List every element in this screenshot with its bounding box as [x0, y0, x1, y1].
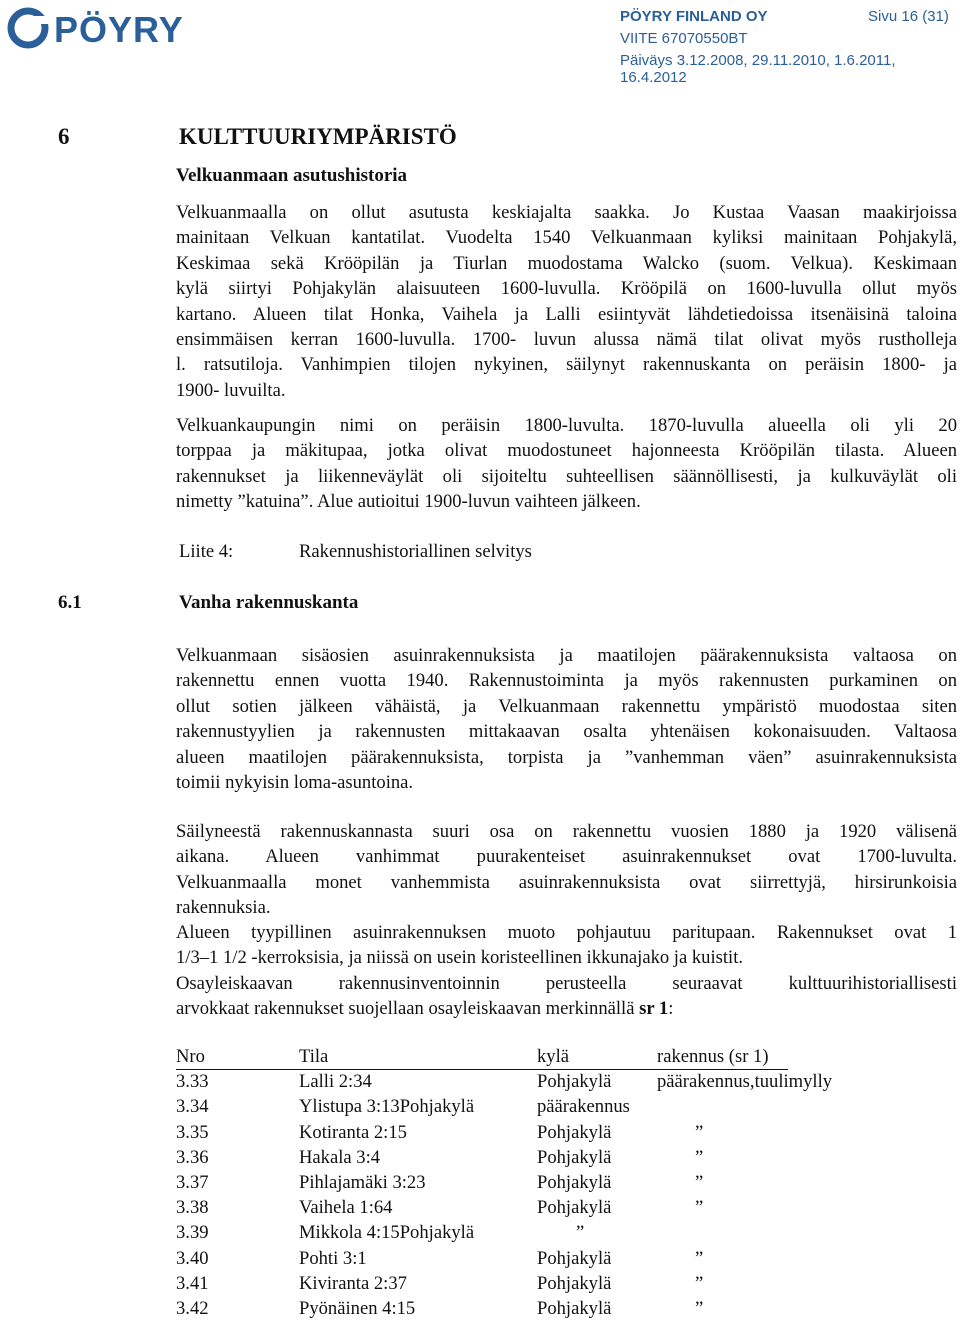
paragraph-typical-form — [176, 920, 957, 971]
table-row — [176, 1273, 876, 1298]
cell-rakennus: ” — [695, 1272, 704, 1294]
table-row — [176, 1222, 876, 1247]
text-line: kartano. Alueen tilat Honka, Vaihela ja Lalli esiintyvät lähdetiedoissa itsenäisinä taloina — [176, 303, 957, 325]
cell-rakennus: ” — [695, 1121, 704, 1143]
cell-kyla: Pohjakylä — [537, 1121, 612, 1143]
text-line: Alueen tyypillinen asuinrakennuksen muoto pohjautuu paritupaan. Rakennukset ovat 1 — [176, 922, 957, 943]
text-line: torppaa ja mäkitupaa, jotka olivat muodostuneet hajonneesta Krööpilän tilasta. Alueen — [176, 440, 957, 462]
cell-tila: Pihlajamäki 3:23 — [299, 1171, 426, 1193]
cell-tila: Mikkola 4:15Pohjakylä — [299, 1222, 475, 1244]
cell-nro: 3.33 — [176, 1071, 209, 1093]
text-line: alueen maatilojen päärakennuksista, torpista ja ”vanhemman väen” asuinrakennuksista — [176, 746, 957, 768]
paragraph-preserved — [176, 819, 957, 921]
cell-nro: 3.40 — [176, 1247, 209, 1269]
table-row — [176, 1096, 876, 1121]
cell-nro: 3.37 — [176, 1171, 209, 1193]
paragraph-history — [176, 200, 957, 403]
cell-rakennus: päärakennus — [537, 1096, 630, 1118]
document-dates: Päiväys 3.12.2008, 29.11.2010, 1.6.2011, — [620, 52, 896, 69]
cell-tila: Vaihela 1:64 — [299, 1197, 393, 1219]
table-row — [176, 1172, 876, 1197]
text-line: Velkuanmaalla monet vanhemmista asuinrakennuksista ovat siirrettyjä, hirsirunkoisia — [176, 871, 957, 893]
table-row — [176, 1071, 876, 1096]
text-fragment: : — [668, 998, 674, 1020]
table-header-underline — [176, 1069, 788, 1070]
text-line: Velkuanmaan sisäosien asuinrakennuksista ja maatilojen päärakennuksista valtaosa on — [176, 645, 957, 666]
section-number: 6 — [58, 124, 70, 149]
text-line: 1/3–1 1/2 -kerroksisia, ja niissä on usein koristeellinen ikkunajako ja kuistit. — [176, 947, 744, 969]
text-line: rakennukset ja liikenneväylät oli sijoiteltu suhteellisen säännöllisesti, ja kulkuväylät oli — [176, 465, 957, 487]
section-title: Vanha rakennuskanta — [179, 592, 359, 613]
appendix-label: Liite 4: — [179, 541, 234, 562]
page-number: Sivu 16 (31) — [868, 8, 949, 25]
cell-rakennus: ” — [695, 1171, 704, 1193]
text-line: rakennuksia. — [176, 897, 271, 919]
poyry-logo — [6, 6, 246, 50]
cell-tila: Ylistupa 3:13Pohjakylä — [299, 1096, 475, 1118]
text-line — [176, 996, 957, 1021]
text-line: Säilyneestä rakennuskannasta suuri osa on rakennettu vuosien 1880 ja 1920 välisenä — [176, 821, 957, 842]
text-line: mainitaan Velkuan kantatilat. Vuodelta 1540 Velkuanmaan kyliksi mainitaan Pohjakylä, — [176, 227, 957, 249]
table-row — [176, 1248, 876, 1273]
cell-nro: 3.36 — [176, 1146, 209, 1168]
column-header-tila: Tila — [299, 1046, 329, 1067]
cell-tila: Pohti 3:1 — [299, 1247, 367, 1269]
cell-kyla: Pohjakylä — [537, 1272, 612, 1294]
table-row — [176, 1298, 876, 1323]
text-line: Keskimaa sekä Krööpilän ja Tiurlan muodostama Walcko (suom. Velkua). Keskimaan — [176, 252, 957, 274]
paragraph-old-buildings — [176, 643, 957, 795]
cell-nro: 3.35 — [176, 1121, 209, 1143]
cell-rakennus: ” — [695, 1146, 704, 1168]
document-dates-cont: 16.4.2012 — [620, 69, 687, 86]
subsection-title: Velkuanmaan asutushistoria — [176, 165, 408, 186]
column-header-nro: Nro — [176, 1046, 205, 1067]
cell-rakennus: ” — [695, 1197, 704, 1219]
cell-nro: 3.39 — [176, 1222, 209, 1244]
column-header-rakennus: rakennus (sr 1) — [657, 1046, 769, 1067]
text-line: nimetty ”katuina”. Alue autioitui 1900-luvun vaihteen jälkeen. — [176, 491, 641, 513]
text-line: ollut sotien jälkeen vähäistä, ja Velkuanmaan rakennettu ympäristö muodostaa siten — [176, 695, 957, 717]
table-row — [176, 1122, 876, 1147]
text-line: rakennettu ennen vuotta 1940. Rakennustoiminta ja myös rakennusten purkaminen on — [176, 670, 957, 692]
paragraph-protection — [176, 971, 957, 1022]
cell-tila: Kiviranta 2:37 — [299, 1272, 407, 1294]
cell-kyla: Pohjakylä — [537, 1171, 612, 1193]
cell-kyla: Pohjakylä — [537, 1297, 612, 1319]
cell-tila: Hakala 3:4 — [299, 1146, 381, 1168]
text-line: l. ratsutiloja. Vanhimpien tilojen nykyinen, säilynyt rakennuskanta on peräisin 1800- ja — [176, 354, 957, 376]
cell-nro: 3.34 — [176, 1096, 209, 1118]
text-line: toimii nykyisin loma-asuntoina. — [176, 771, 414, 793]
cell-nro: 3.42 — [176, 1297, 209, 1319]
table-header-row — [176, 1046, 876, 1071]
text-fragment: arvokkaat rakennukset suojellaan osayleiskaavan merkinnällä — [176, 998, 640, 1020]
cell-kyla: Pohjakylä — [537, 1146, 612, 1168]
cell-rakennus: ” — [695, 1247, 704, 1269]
text-line: ensimmäisen kerran 1600-luvulla. 1700- luvun alussa nämä tilat olivat myös rustholleja — [176, 328, 957, 350]
cell-kyla: Pohjakylä — [537, 1071, 612, 1093]
text-line: kylä siirtyi Pohjakylän alaisuuteen 1600-luvulla. Krööpilä on 1600-luvulla ollut myös — [176, 278, 957, 300]
protection-code: sr 1 — [639, 998, 669, 1020]
cell-tila: Lalli 2:34 — [299, 1071, 372, 1093]
text-line: 1900- luvuilta. — [176, 379, 286, 401]
column-header-kyla: kylä — [537, 1046, 570, 1067]
cell-rakennus: ” — [576, 1222, 585, 1244]
table-row — [176, 1197, 876, 1222]
section-number: 6.1 — [58, 592, 82, 613]
text-line: Velkuankaupungin nimi on peräisin 1800-luvulta. 1870-luvulla alueella oli yli 20 — [176, 415, 957, 436]
cell-rakennus: ” — [695, 1297, 704, 1319]
text-line: Velkuanmaalla on ollut asutusta keskiajalta saakka. Jo Kustaa Vaasan maakirjoissa — [176, 202, 957, 223]
document-reference: VIITE 67070550BT — [620, 30, 748, 47]
cell-nro: 3.38 — [176, 1197, 209, 1219]
protected-buildings-table — [176, 1046, 876, 1323]
cell-kyla: Pohjakylä — [537, 1247, 612, 1269]
cell-tila: Kotiranta 2:15 — [299, 1121, 407, 1143]
company-name: PÖYRY FINLAND OY — [620, 8, 768, 25]
cell-tila: Pyönäinen 4:15 — [299, 1297, 416, 1319]
cell-kyla: Pohjakylä — [537, 1197, 612, 1219]
paragraph-velkuankaupunki — [176, 413, 957, 515]
cell-rakennus: päärakennus,tuulimylly — [657, 1071, 833, 1093]
text-line: aikana. Alueen vanhimmat puurakenteiset asuinrakennukset ovat 1700-luvulta. — [176, 846, 957, 868]
section-title: KULTTUURIYMPÄRISTÖ — [179, 124, 457, 149]
table-row — [176, 1147, 876, 1172]
appendix-title: Rakennushistoriallinen selvitys — [299, 541, 532, 562]
text-line: rakennustyylien ja rakennusten mittakaavan osalta yhtenäisen kokonaisuuden. Valtaosa — [176, 721, 957, 743]
text-line: Osayleiskaavan rakennusinventoinnin perusteella seuraavat kulttuurihistoriallisesti — [176, 973, 957, 994]
svg-text:PÖYRY: PÖYRY — [54, 9, 184, 50]
cell-nro: 3.41 — [176, 1272, 209, 1294]
